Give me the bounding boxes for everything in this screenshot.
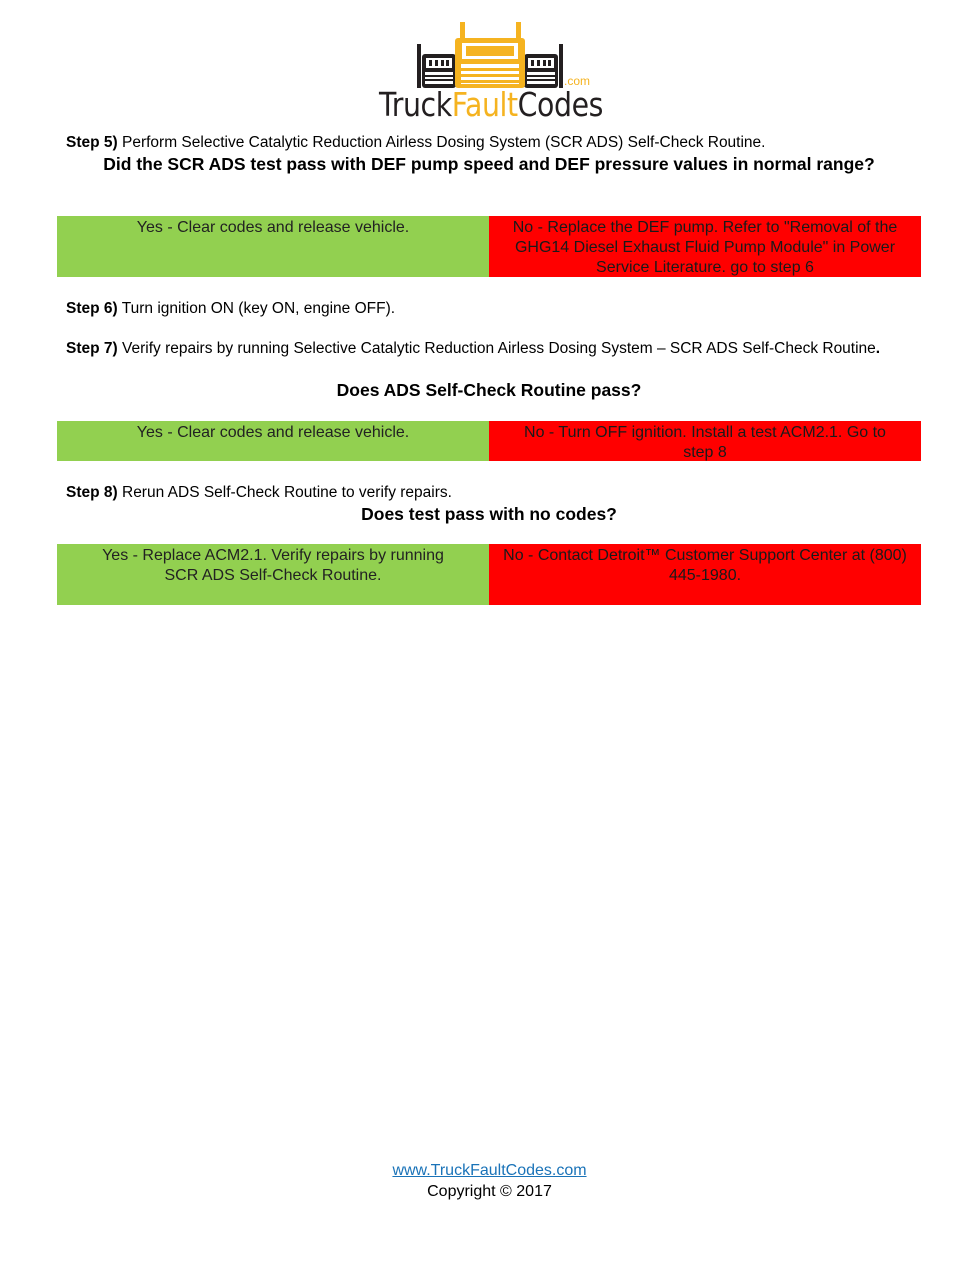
- answer-3-no: No - Contact Detroit™ Customer Support Center at (800) 445-1980.: [489, 544, 921, 605]
- step-7: [66, 339, 886, 359]
- answer-3-yes: Yes - Replace ACM2.1. Verify repairs by running SCR ADS Self-Check Routine.: [57, 544, 489, 605]
- answer-2-no: No - Turn OFF ignition. Install a test ACM2.1. Go to step 8: [489, 421, 921, 461]
- logo-part-codes: Codes: [517, 85, 603, 124]
- footer-link-line: [0, 1160, 979, 1181]
- footer-website-link[interactable]: www.TruckFaultCodes.com: [392, 1162, 587, 1179]
- answer-row-1: [57, 216, 921, 277]
- logo-wordmark: [379, 86, 603, 124]
- question-1: Did the SCR ADS test pass with DEF pump speed and DEF pressure values in normal range?: [103, 154, 875, 174]
- answer-2-yes: Yes - Clear codes and release vehicle.: [57, 421, 489, 461]
- question-3: Does test pass with no codes?: [361, 504, 617, 524]
- step-8: [66, 483, 886, 503]
- footer-copyright: Copyright © 2017: [427, 1183, 552, 1200]
- step-5-text: Perform Selective Catalytic Reduction Airless Dosing System (SCR ADS) Self-Check Routine.: [117, 134, 766, 151]
- answer-row-2: [57, 421, 921, 461]
- step-7-end: .: [875, 340, 881, 357]
- step-5: [66, 133, 886, 153]
- truckfaultcodes-logo: [377, 18, 603, 128]
- step-8-label: Step 8): [66, 484, 118, 501]
- answer-1-no: No - Replace the DEF pump. Refer to "Removal of the GHG14 Diesel Exhaust Fluid Pump Module" in Power Service Literature. go to step 6: [489, 216, 921, 277]
- step-7-label: Step 7): [66, 340, 118, 357]
- question-2: Does ADS Self-Check Routine pass?: [336, 380, 642, 400]
- logo-com-text: .com: [564, 74, 591, 88]
- answer-1-yes: Yes - Clear codes and release vehicle.: [57, 216, 489, 277]
- logo-part-truck: Truck: [379, 85, 452, 124]
- step-8-text: Rerun ADS Self-Check Routine to verify repairs.: [117, 484, 452, 501]
- logo-part-fault: Fault: [451, 85, 518, 124]
- step-7-text: Verify repairs by running Selective Catalytic Reduction Airless Dosing System – SCR ADS Self-Check Routine: [117, 340, 876, 357]
- step-6-text: Turn ignition ON (key ON, engine OFF).: [117, 300, 396, 317]
- answer-row-3: [57, 544, 921, 605]
- step-6-label: Step 6): [66, 300, 118, 317]
- step-5-label: Step 5): [66, 134, 118, 151]
- step-6: [66, 299, 886, 319]
